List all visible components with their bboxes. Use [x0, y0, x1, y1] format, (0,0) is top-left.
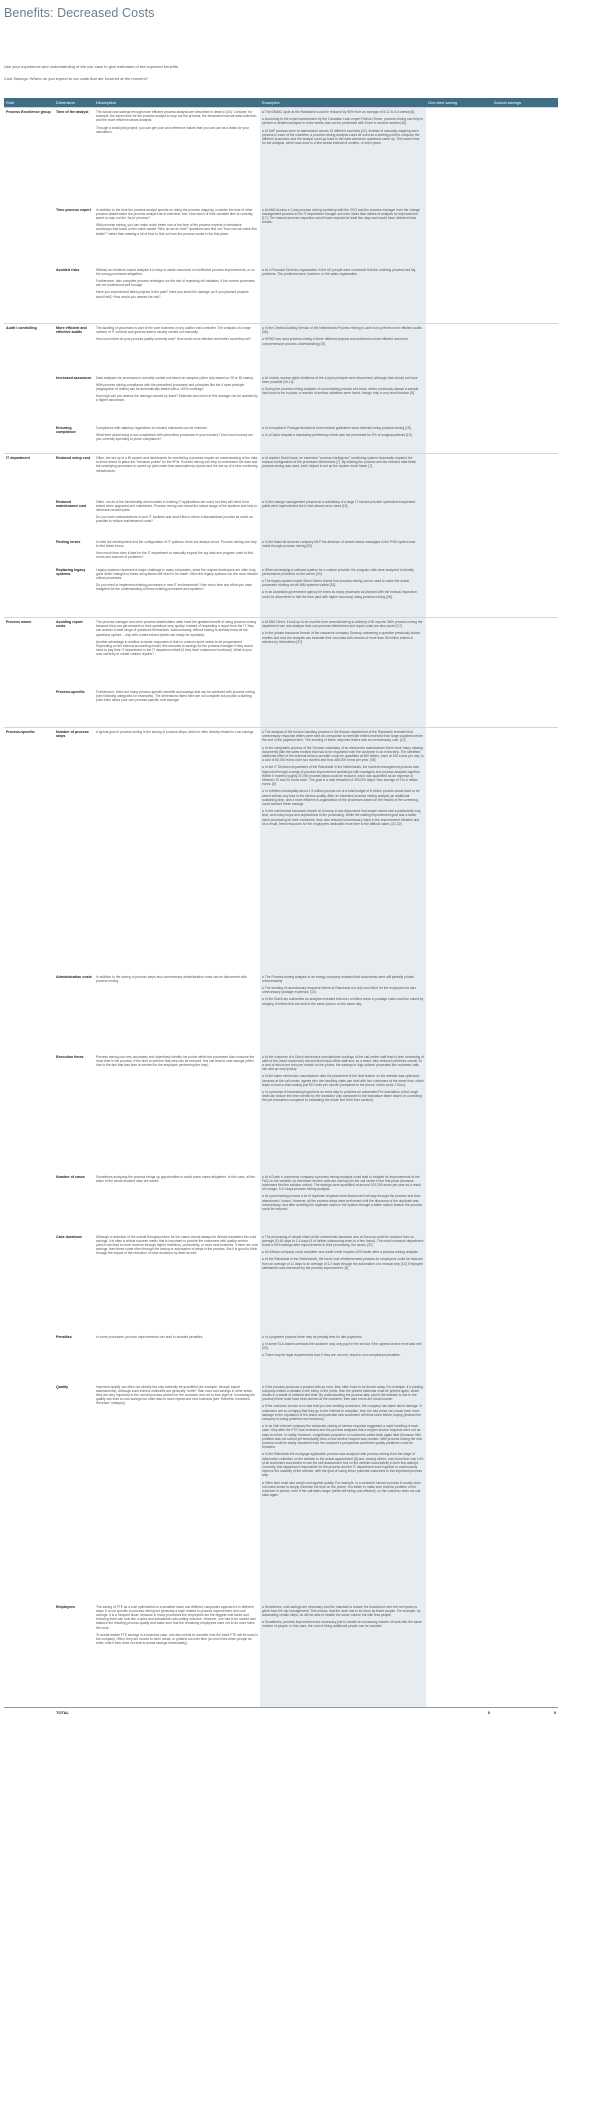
description-cell — [94, 498, 260, 538]
table-row — [4, 324, 558, 374]
example-item: ● In the commercial insurance branch at Suncorp it was discovered that simple claims had a particularly long time, and many loops and duplications in the processing. While the waiting improvement goal was a faster claim processing for their customers, they also reduced unnecessary steps in the improvement initiative and, as a result, freed resources for the employees dedicated more time to the difficult cases. [31,32] — [262, 809, 421, 826]
annual-savings-input[interactable] — [492, 1333, 558, 1383]
description-paragraph: The auditing of processes is part of the core business of any auditor and controller. The analysis of a large number of IT controls and general data is usually carried out manually. — [96, 326, 251, 335]
examples-cell — [260, 374, 426, 424]
one-time-saving-input[interactable] — [426, 1383, 492, 1603]
description-cell — [94, 1233, 260, 1333]
table-row — [4, 1603, 558, 1708]
role-cell — [4, 973, 54, 1053]
examples-cell — [260, 498, 426, 538]
examples-cell — [260, 1173, 426, 1233]
table-row — [4, 1173, 558, 1233]
role-cell: Process-specific — [4, 728, 54, 973]
examples-cell — [260, 108, 426, 206]
total-desc-cell — [94, 1708, 260, 1718]
role-cell — [4, 374, 54, 424]
example-item: ● If the process produces a product with an error, they often have to be thrown away. For example, if a printing company makes a mistake in the setup of the prints, then the printed materials must be printed again, which results in a waste of material and time. By understanding the process step (and if the mistake is due to the process) there must have been arrived at the customer, then also errors are found sooner. — [262, 1384, 423, 1402]
description-paragraph: A typical goal of process mining is the saving of process steps, which is often directly related to cost savings. — [96, 730, 255, 734]
example-item: ● An African company could complete new credit credit requires 40% faster after a process mining analysis. — [262, 1250, 419, 1255]
table-row — [4, 206, 558, 266]
description-paragraph: Legacy systems represent a major challenge in many companies, since the original developers are often long gone when changes to these old systems still need to be made. Often the legacy systems run the most mission critical processes. — [96, 567, 258, 580]
role-cell — [4, 1333, 54, 1383]
examples-cell — [260, 424, 426, 454]
description-paragraph: To actual realize FTE savings in a business case, one also needs to consider how the freed FTE will be used in the company. Often, they are moved to other areas, or phased-out over time (so new hires when people do retire, which then does not lead to actual savings immediately). — [96, 1632, 258, 1646]
description-cell — [94, 324, 260, 374]
table-row — [4, 374, 558, 424]
table-row — [4, 618, 558, 688]
annual-savings-input[interactable] — [492, 1603, 558, 1708]
description-paragraph: Furthermore, there are many process-specific benefits and savings that can be achieved with process mining (see following categories for examples). The dimensions listed here are not complete but provide a starting point think about your own process-specific cost savings! — [96, 689, 255, 702]
examples-cell — [260, 1333, 426, 1383]
example-item: ● In some SLA-based contracts the customer may only pay for the service if the agreed service level was met [33]. — [262, 1341, 422, 1350]
example-item: ● At ANS Direct, it took up to six months from commissioning to delivery of BI reports. With process mining the department can now analyze their own process themselves and report costs are also saved [17]. — [262, 620, 423, 629]
examples-cell — [260, 206, 426, 266]
example-item: ● In the same electronics manufacturer also the placement of the chat feature on the website was optimized, because at the call center, agents who are handling chats can deal with two customers at the same time, which leads to lead a chat costing just 50 Cents per minute (compared to the phone, which costs 1 Euro). — [262, 1074, 424, 1087]
example-item: ● In the financial services company MLP the absence of certain status messages in the PSM system was noted through process mining [30]. — [262, 539, 416, 548]
annual-savings-input[interactable] — [492, 498, 558, 538]
description-paragraph: In some processes, process improvements can lead to avoided penalties. — [96, 1334, 204, 1339]
description-cell — [94, 266, 260, 324]
dimension-cell: Finding errors — [56, 539, 81, 544]
example-item: ● At a Dutch e-commerce company a process mining analysis could lead to insights for improvements of the FAQ on the website, so that fewer service calls are coming into the call center in the first place (because customers find the solution online). The savings were quantified at around 100,000 euros per year as a result of a single, 5-10 days process mining analysis. — [262, 1174, 421, 1192]
annual-savings-input[interactable] — [492, 618, 558, 688]
example-item: ● The Process mining analysis in an energy company revealed that documents were still partially printed unnecessarily. — [262, 974, 415, 983]
example-item: ● In a hospital in Portugal deviations from medical guidelines were detected using process mining [15]. — [262, 425, 412, 430]
example-item: ● The processing of simple claim at the commercial insurance arm at Suncorp could be reduced from on average 20-60 days to 1-4 days (9 of further outsourcing even to a few hours). The most insurance department found a 50% savings after improvements in their processing, the cases. [37] — [262, 1234, 424, 1247]
example-item: ● If the customer service is so bad that you lose existing customers, the company has taken direct damage. If customers are so unhappy that they go to the Internet to complain, then the bad press can cause even more damage to the reputation of the brand and potential new customers will think twice before buying (instead the company is losing potential new business). — [262, 1404, 422, 1421]
description-cell — [94, 206, 260, 266]
one-time-saving-input[interactable] — [426, 538, 492, 566]
intro-instructions: Use your experience and understanding of the use case to give estimates of the expected benefits. — [4, 64, 179, 69]
one-time-saving-input[interactable] — [426, 688, 492, 728]
dimension-cell: Reduced setup cost — [54, 454, 94, 498]
example-item: ● At a purchasing process a lot of duplicate requests were discovered half-way through the process and then abandoned / closed. However, all the process steps were performed until the discovery of the duplicate was unnecessary, and after avoiding the duplicate cases in the system through a better search feature the process could be reduced. — [262, 1194, 423, 1211]
dimension-cell: Number of cases — [56, 1174, 85, 1179]
example-item: ● At another Dutch bank, an extensive "process intelligence" monitoring system historically required the manual configuration of the processes beforehand [7]. By utilizing the process and the relevant data fields process mining was used, each helped to set up the system much faster [7]. — [262, 456, 416, 469]
dimension-cell: Replacing legacy systems — [56, 567, 86, 576]
examples-cell — [260, 324, 426, 374]
dimension-cell: Quality — [56, 1384, 69, 1389]
description-cell — [94, 374, 260, 424]
example-item: ● At a Financial Services organization in the UK people were convinced that the ordering process had big problems. The problems were, however, in the sales organization. — [262, 267, 416, 276]
role-cell — [4, 266, 54, 324]
dimension-cell: Reduced maintenance cost — [56, 499, 87, 508]
example-item: ● The DMAIC cycle at the Rabobank could be reduced by 50% from an average of 8-12 to 4-6 weeks [6]. — [262, 110, 415, 114]
example-item: ● In a British municipality about 1.5 million pounds out of a total budget of 6 million pounds would have to be saved without any loss in the service quality. After an extensive process mining analysis an additional sustaining step, and a more efficient re-organization of the processes based on the results of the screening, could achieve these savings. — [262, 789, 420, 807]
description-paragraph: Improved quality can often not directly but only indirectly be quantified (for example, through expert assessments). Although such indirect estimates are generally "softer" than hard cost savings in other areas, they are very important to the overall process context for the customer and not to lose sight of. Increasing the quality can lead to cost savings but often also to more repeat and new business (see "Benefits: Increased Revenue" category). — [96, 1384, 255, 1406]
example-item: ● At the Rabobank in the Netherlands, the travel cost reimbursement process for employees could be reduced from an average of 11 days to an average of 1.2 days through the automation of a manual step [10]. Employee satisfaction was increased by the process improvement. [5] — [262, 1257, 424, 1270]
dimension-cell: More efficient and effective audits — [54, 324, 94, 374]
description-cell — [94, 728, 260, 973]
annual-savings-input[interactable] — [492, 424, 558, 454]
dimension-cell: Penalties — [56, 1334, 72, 1339]
example-item: ● In a Dutch hospital a mandatory preliminary check was not performed for 9% of surgical patients [15]. — [262, 432, 413, 437]
table-row — [4, 728, 558, 973]
description-paragraph: Although a reduction of the overall throughput time for the cases cannot always be directly translated into cost savings, it is often a critical success metric that is important to provide the customers with quality service (which can lead to more revenue through higher retention), productivity, or more new business. If there are cost savings, then these come often through the saving or automation of steps in the process. But it is good to think through the impact of the reduction of case durations by itself as well. — [96, 1234, 258, 1256]
table-row — [4, 566, 558, 618]
example-item: ● In a process of harnessing legal texts an extra step to provides an automated Pre-translation a first rough draft can reduce the time needed by the translator only compared to the translation faster based on correcting the pre-translation compared to translating the whole text from from scratch]. — [262, 1089, 422, 1103]
dimension-cell: Ensuring compliance — [56, 425, 76, 434]
dimension-cell: Number of process steps — [54, 728, 94, 973]
total-ex-cell — [260, 1708, 426, 1718]
page-title: Benefits: Decreased Costs — [4, 6, 155, 20]
dimension-cell: Time of the analyst — [54, 108, 94, 206]
dimension-cell: Process-specific — [56, 689, 85, 694]
example-item: ● The legacy system expert Steve Kilmer shows how process mining can be used to make the actual processes running on old IBM systems visible [33]. — [262, 578, 410, 588]
table-row — [4, 688, 558, 728]
table-row — [4, 538, 558, 566]
example-item: ● In the IT Services department of the Rabobank in the Netherlands, the incident management process was improved through a range of process improvement workshops with managers and process analysts together. Within 6 months roughly 20,000 process steps could be reduced, each now quantified as an expense of between 10 and 20 euros each. The goal is a total reduction of 300,000 steps; thus savings of 3 to 6 million euros. [8] — [262, 765, 421, 787]
one-time-saving-input[interactable] — [426, 728, 492, 973]
role-cell: Process owner — [4, 618, 54, 688]
description-paragraph: What form would bring a non-compliance with prescribed processes in your industry? How much money are you currently spending to prove compliance? — [96, 432, 254, 441]
annual-savings-input[interactable] — [492, 688, 558, 728]
one-time-saving-input[interactable] — [426, 108, 492, 206]
annual-savings-input[interactable] — [492, 206, 558, 266]
example-item: ● In the Central Auditing Service of the Netherlands Process mining is used to to perform more efficient audits [36]. — [262, 326, 422, 335]
example-item: ● According to the expert assessment by the Canadian Lean expert Patrick Ohmer, process mining can help to perform a detailed analysis in a few weeks that can be performed with Excel in several months [26]. — [262, 117, 424, 126]
table-row — [4, 1383, 558, 1603]
role-cell — [4, 498, 54, 538]
description-paragraph: The actual cost savings through more efficient process analysis are described in detail in [24]. Consider, for example, the saved time for the process analyst to map out the process, the eliminated manual data collection, and the more efficient variant analysis. — [96, 110, 258, 123]
examples-cell — [260, 973, 426, 1053]
annual-savings-input[interactable] — [492, 374, 558, 424]
example-item: ● Sometimes, process improvement are necessary just to handle an increasing volume of work with the same number of people. In this case, the cost of hiring additional people can be avoided. — [262, 1620, 422, 1629]
example-item: ● In an Australian government agency he knew as many processes as planned with the manual inspection could be discovered in half the time (and with higher accuracy) using process mining [28]. — [262, 590, 417, 599]
col-header-description: Description — [94, 98, 260, 108]
description-cell — [94, 973, 260, 1053]
dimension-cell: Time process expert — [56, 207, 91, 212]
description-paragraph: Another advantage in addition to faster responses is that no custom report needs to be programmed. Depending on the internal accounting model, this amounts to savings for the process manager if they would need to pay their IT department or the IT department itself (if they have outsourced workload). What is your cost currently to create custom reports? — [96, 639, 253, 657]
description-cell — [94, 538, 260, 566]
description-paragraph: Often, the set-up of a BI system and dashboards for monitoring a process require an understanding of the data to know where to place the "measure points" for the KPIs. Process mining can help to understand the data and the underlying processes to speed up (and make less assumptions) reports and the set-up of a new monitoring infrastructure. — [96, 456, 258, 473]
examples-cell — [260, 1383, 426, 1603]
dimension-cell: Avoided risks — [56, 267, 80, 272]
description-paragraph: How much time does it take for the IT department to manually inspect the log data and program code to find errors and sources of problems? — [96, 550, 253, 560]
table-row — [4, 1053, 558, 1173]
role-cell — [4, 566, 54, 618]
annual-savings-input[interactable] — [492, 538, 558, 566]
description-cell — [94, 618, 260, 688]
example-item: ● In a payment process there may be penalty fees for late payments. — [262, 1334, 363, 1339]
description-paragraph: Process mining can very accurately and objectively identify the points within the processes that consume the most time in the process. If the time to perform that step can be reduced, this can lead to cost savings (often due to the fact that less time is needed for the employee performing the step). — [96, 1054, 255, 1067]
total-role-cell — [4, 1708, 54, 1718]
role-cell — [4, 1053, 54, 1173]
role-cell — [4, 424, 54, 454]
role-cell: Process Excellence group — [4, 108, 54, 206]
role-cell — [4, 688, 54, 728]
role-cell — [4, 1383, 54, 1603]
col-header-examples: Examples — [260, 98, 426, 108]
example-item: ● In the change management process at a subsidiary of a large IT service provider specialized requested paths were implemented but in fact almost never used [15]. — [262, 499, 416, 508]
table-row — [4, 266, 558, 324]
example-item: ● When developing a software system for a custom provider, the program calls were analyzed to identify performance problems on the server [20]. — [262, 567, 414, 576]
one-time-saving-input[interactable] — [426, 454, 492, 498]
col-header-dimension: Dimension — [54, 98, 94, 108]
examples-cell — [260, 1603, 426, 1708]
example-item: ● In an Irish internet company the automatic closing of service requests suggested a rapid handling of each case. Only after the FTE was reviewed and the process analysed that a reopen service requests were not as easy to notice, in reality. However, a significant proportion of customers called back again later (because their problem was not solved yet technically) than a new service request was created. With process mining the real process could be easily visualized from the customer's perspective and these quality problems could be revealed. — [262, 1424, 422, 1450]
table-row — [4, 973, 558, 1053]
table-row — [4, 454, 558, 498]
examples-cell — [260, 728, 426, 973]
annual-savings-input[interactable] — [492, 1053, 558, 1173]
annual-savings-input[interactable] — [492, 108, 558, 206]
description-cell — [94, 688, 260, 728]
one-time-saving-input[interactable] — [426, 498, 492, 538]
examples-cell — [260, 454, 426, 498]
example-item: ● At ANS Access a 1-day process mining workshop with the CEO and the process manager from the change management process in the IT department brought out more ideas than weeks of analysis for improvement [17]. The manual process inspection would have required at least five days and would have delivered less results. — [262, 207, 421, 225]
dimension-cell: Increased assurance — [56, 375, 92, 380]
example-item: ● In the Rabobank the mortgage application process was analyzed with process mining from the stage of information collection on the website to the actual appointment [8] and, among others, one found that only 14% of all customers succeeded to use the self assessment tool on the website successfully in their first attempt. Currently, this department responsible for the process and the IT department work together to continuously improve the usability of the website, with the goal of losing fewer potential customers in this important process step. — [262, 1452, 424, 1478]
example-item: ● At the customer of a Dutch electronics manufacturer loadings of the call-center staff lead to less forwarding of calls to the (more expensive) second-level back-office staff and, as a result, also reduced call times overall. At a cost of about one euro per minute on the phone, the savings in high-volume processes like customer calls can add up very quickly. — [262, 1054, 424, 1072]
col-header-role: Role — [4, 98, 54, 108]
dimension-cell: Execution times — [56, 1054, 84, 1059]
description-cell — [94, 1173, 260, 1233]
annual-savings-input[interactable] — [492, 266, 558, 324]
example-item: ● Sometimes, cost savings are necessary and the mandate is reduce the headcount over the next years is given from the top management. This means, that the work has to be done by fewer people. For example, by automating certain steps, so will be able to handle the same volume but with less people. — [262, 1604, 421, 1617]
role-cell — [4, 1173, 54, 1233]
total-label: TOTAL — [54, 1708, 94, 1718]
description-paragraph: Have you experienced failed projects in the past? Have you sized the damage (or if you planned projects would fail)? How would you assess the risk? — [96, 290, 249, 299]
description-paragraph: Do you need to implement existing processes in new IT environments? How much time and effort you have budgeted for the understanding of these existing processes and systems? — [96, 583, 253, 592]
annual-savings-input[interactable] — [492, 454, 558, 498]
examples-cell — [260, 688, 426, 728]
description-cell — [94, 108, 260, 206]
examples-cell — [260, 1053, 426, 1173]
one-time-saving-input[interactable] — [426, 618, 492, 688]
annual-savings-input[interactable] — [492, 1233, 558, 1333]
one-time-saving-input[interactable] — [426, 424, 492, 454]
description-paragraph: Often, not all of the functionality and modules in existing IT applications are used, but they still need to be tested when upgraded and maintained. Process mining can reveal the actual usage of the systems and help to decrease unused parts. — [96, 499, 258, 512]
examples-cell — [260, 266, 426, 324]
one-time-saving-input[interactable] — [426, 1173, 492, 1233]
one-time-saving-input[interactable] — [426, 206, 492, 266]
description-cell — [94, 566, 260, 618]
one-time-saving-input[interactable] — [426, 973, 492, 1053]
description-paragraph: With process mining, you can make much better use of the time of the process experts in interactive workshops that focus on the value-added "Why do we do that?" questions and find out "How can we make this better?" rather than wasting a lot of time to find out how the process works in the first place. — [96, 223, 257, 236]
benefits-table — [4, 98, 558, 1717]
table-header-row — [4, 98, 558, 108]
example-item: ● At a bank, access rights violations of the 4-eyes principle were discovered, although that should not have been possible [16,12]. — [262, 375, 418, 384]
role-cell — [4, 1603, 54, 1708]
description-cell — [94, 1383, 260, 1603]
description-paragraph: In addition to the saving of process steps also unnecessary administrative costs can be discovered with process mining. — [96, 974, 247, 983]
intro-question: Cost Savings: Where do you expect to cut costs that are incurred at the moment? — [4, 76, 149, 81]
example-item: ● In the Dutch tax authorities an analysis revealed that over a million euros in postage costs could be saved by merging of letters that are sent to the same person on the same day. — [262, 997, 424, 1006]
description-paragraph: Do you have customizations in your IT systems and would like to return a standardized process as much as possible to reduce maintenance costs? — [96, 515, 253, 524]
description-paragraph: Compliance with statutory regulations or industry standards can be checked. — [96, 425, 208, 430]
description-paragraph: How much time do your process quality currently cost? How much more efficient and better could they be? — [96, 337, 252, 342]
total-one-time-saving[interactable]: 0 — [426, 1708, 492, 1718]
description-paragraph: How high can you assess the damage caused by fraud? Estimate how much of this damage can be avoided by a higher assurance. — [96, 394, 258, 403]
description-paragraph: Furthermore, also complete process redesigns run the risk of repeating old mistakes, if the current processes are not understood well enough. — [96, 278, 255, 288]
example-item: ● KPMG has used process mining in three different projects and achieved a more efficient and more comprehensive process understanding [19]. — [262, 337, 408, 346]
one-time-saving-input[interactable] — [426, 374, 492, 424]
one-time-saving-input[interactable] — [426, 266, 492, 324]
examples-cell — [260, 566, 426, 618]
table-row — [4, 1333, 558, 1383]
total-annual-savings[interactable]: 0 — [492, 1708, 558, 1718]
dimension-cell: Avoiding report costs — [54, 618, 94, 688]
annual-savings-input[interactable] — [492, 728, 558, 973]
one-time-saving-input[interactable] — [426, 324, 492, 374]
examples-cell — [260, 1233, 426, 1333]
description-paragraph: The process manager and other process stakeholders often have the greatest benefit of using process mining because they can get answers to their questions very quickly. Instead of requesting a report from the IT, they can answer a wide range of questions themselves, autonomously, without having to already know all the questions upfront – only with a data extract (which can easily be repeated). — [96, 620, 256, 637]
examples-cell — [260, 618, 426, 688]
one-time-saving-input[interactable] — [426, 1053, 492, 1173]
one-time-saving-input[interactable] — [426, 1233, 492, 1333]
example-item: ● During the process mining analysis of a purchasing process at a bank, where previously always a sample had found to be in place, a number of serious violations were found, though only a very small fraction [5]. — [262, 386, 419, 396]
example-item: ● In the complaints process of the German subsidiary of an electronics manufacturer there were many missing documents (like the sales receipt) that had to be requested from the customer in an extra step. The identified additional effort of the external service provider could be quantified at 800 letters, each at 100 euros per day, to a cost of 80,000 euros over two months and thus 480,000 euros per year. [35] — [262, 745, 424, 763]
total-row — [4, 1708, 558, 1718]
one-time-saving-input[interactable] — [426, 1603, 492, 1708]
description-paragraph: Without an evidence-based analysis it is easy to waste resources on ineffective process improvements, or on the wrong processes altogether. — [96, 267, 255, 276]
description-cell — [94, 454, 260, 498]
description-cell — [94, 1603, 260, 1708]
one-time-saving-input[interactable] — [426, 1333, 492, 1383]
annual-savings-input[interactable] — [492, 324, 558, 374]
example-item: ● In the private insurance branch of the insurance company Suncorp answering a question previously lacked months and now the analysts can evaluate their own data with records of more than 50 million entries in minutes by themselves [37]. — [262, 631, 421, 644]
description-cell — [94, 424, 260, 454]
table-body — [4, 108, 558, 1708]
description-paragraph: Sometimes analyzing the process brings up opportunities to avoid some cases altogether. In this case, all the steps of the whole avoided case are saved. — [96, 1174, 256, 1183]
description-paragraph: In both the development and the configuration of IT systems, there are always errors. Process mining can help to find these errors. — [96, 539, 257, 548]
description-paragraph: The saving of FTE as a cost optimization is a sensitive issue and different companies approach it in different ways. It is not specific to process mining but generally a topic related to process improvement and cost savings. It is a frequent issue, because in many processes the employees are the biggest cost factor and reducing them can look like a quick and substantial cost-cutting outcome. However, one has to be careful and balance the resulting process quality and make sure that the remaining employees have not to do more twice the work. — [96, 1604, 256, 1630]
col-header-annual-savings: Annual savings — [492, 98, 558, 108]
dimension-cell: Case durations — [56, 1234, 82, 1239]
annual-savings-input[interactable] — [492, 973, 558, 1053]
example-item: ● The analysis of the invoice handling process in the finance department of the Rabobank revealed that unnecessary response letters were sent as a response to reminder letters received from large suppliers before the end of the payment term. The sending of these response letters was an unnecessary cost. [10] — [262, 730, 423, 743]
col-header-one-time-saving: One-time saving — [426, 98, 492, 108]
description-paragraph: Through a small pilot project, you can get your own reference values that you can use as a basis for your calculation. — [96, 125, 249, 134]
role-cell — [4, 1233, 54, 1333]
description-paragraph: With process mining compliance with the prescribed processes and principles like the 4 eyes principle (segregation of duties) can be automatically tested with a 100% coverage. — [96, 382, 245, 391]
example-item: ● There may be legal requirements that, if they are not met, result in non-compliance penalties. — [262, 1353, 401, 1358]
annual-savings-input[interactable] — [492, 1383, 558, 1603]
description-cell — [94, 1053, 260, 1173]
table-row — [4, 108, 558, 206]
annual-savings-input[interactable] — [492, 1173, 558, 1233]
annual-savings-input[interactable] — [492, 566, 558, 618]
example-item: ● Often time must also weigh cost against quality. For example, in a customer service process it usually does not make sense to simply minimize the time on the phone. It is better to make sure that the problem of the customer is solved, even if the call takes longer (while still being cost efficient), so the customer does not call back again. — [262, 1480, 421, 1498]
dimension-cell: Administration costs — [56, 974, 92, 979]
role-cell — [4, 206, 54, 266]
examples-cell — [260, 538, 426, 566]
role-cell: Audit / controlling — [4, 324, 54, 374]
role-cell — [4, 538, 54, 566]
example-item: ● The sending of unnecessary response letters at Rabobank not only cost effort for the employee but also unnecessary postage expenses. [10] — [262, 985, 416, 995]
description-paragraph: Data analyses for processes is normally carried out based on samples (often only based on 25 or 50 cases). — [96, 375, 254, 380]
dimension-cell: Employees — [56, 1604, 75, 1609]
role-cell: IT department — [4, 454, 54, 498]
table-row — [4, 1233, 558, 1333]
one-time-saving-input[interactable] — [426, 566, 492, 618]
description-cell — [94, 1333, 260, 1383]
description-paragraph: In addition to the time the process analyst spends on doing the process mapping, consider the time of other process stakeholders the process analyst has to interview. Ask: How much of their valuable time is currently spent to map out the 'As-is' process? — [96, 207, 253, 220]
example-item: ● At SAP process were re-harmonized across 15 different countries [22]. Instead of manually mapping each process in each of the countries, a process mining analysis could be used as a starting point to compare the different processes and the analyst could go back to the data whenever questions came up. This saved time for the analysis, which was done in a few weeks instead of months, or even years. — [262, 128, 420, 146]
table-row — [4, 498, 558, 538]
table-row — [4, 424, 558, 454]
